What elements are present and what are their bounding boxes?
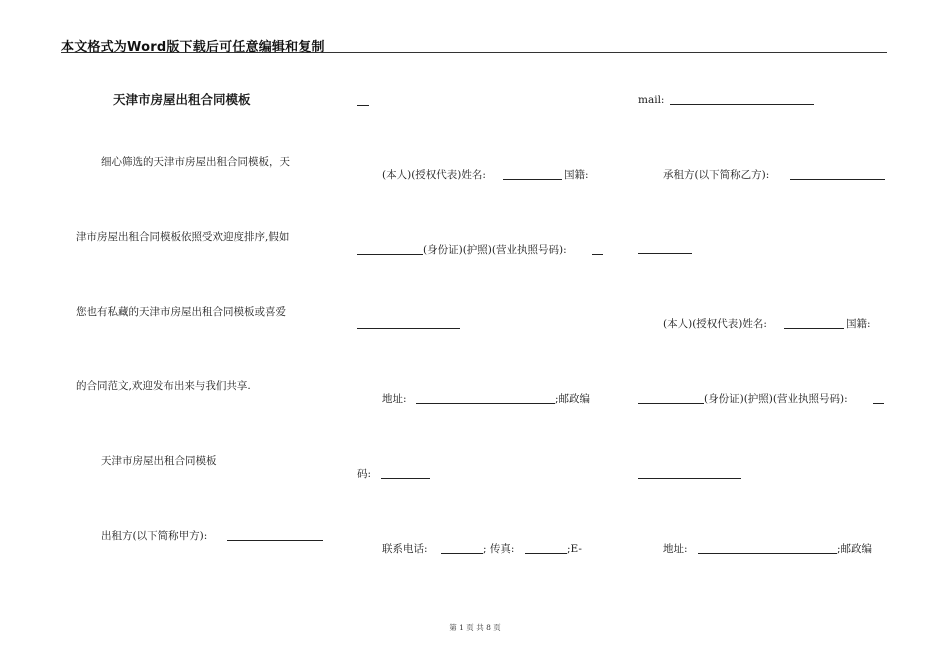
lessor-name-blank [503, 179, 562, 180]
lessee-address-blank [698, 553, 837, 554]
lessee-id-number-blank [638, 478, 741, 479]
lessor-address-blank [416, 403, 555, 404]
lessor-email-label-cont: mail: [638, 94, 665, 106]
lessor-nationality-label: 国籍: [564, 169, 589, 181]
lessor-postcode-label: ;邮政编 [555, 393, 591, 405]
intro-line-4: 的合同范文,欢迎发布出来与我们共享. [76, 380, 251, 392]
lessee-id-blank-end [873, 403, 884, 404]
download-banner: 本文格式为Word版下载后可任意编辑和复制 [61, 40, 325, 55]
document-title: 天津市房屋出租合同模板 [113, 92, 251, 107]
lessee-blank [790, 179, 885, 180]
lessee-name-label: (本人)(授权代表)姓名: [663, 318, 767, 330]
lessor-label: 出租方(以下简称甲方): [101, 530, 208, 542]
lessor-fax-label: ; 传真: [483, 543, 515, 555]
lessor-name-label: (本人)(授权代表)姓名: [382, 169, 486, 181]
banner-divider [61, 52, 887, 53]
page-number: 第 1 页 共 8 页 [449, 623, 501, 632]
lessor-id-label: (身份证)(护照)(营业执照号码): [423, 244, 567, 256]
lessor-blank [227, 540, 323, 541]
lessor-phone-blank [441, 553, 483, 554]
intro-line-1: 细心筛选的天津市房屋出租合同模板，天 [101, 156, 290, 168]
intro-line-3: 您也有私藏的天津市房屋出租合同模板或喜爱 [76, 306, 286, 318]
lessor-postcode-label-cont: 码: [357, 468, 372, 480]
lessee-name-blank [784, 328, 844, 329]
lessee-label: 承租方(以下简称乙方): [663, 169, 770, 181]
blank-top-col2 [357, 105, 369, 106]
lessor-email-blank [670, 104, 814, 105]
intro-line-2: 津市房屋出租合同模板依照受欢迎度排序,假如 [76, 231, 290, 243]
lessor-id-number-blank [357, 328, 460, 329]
lessee-id-label: (身份证)(护照)(营业执照号码): [704, 393, 848, 405]
lessor-postcode-blank [381, 478, 430, 479]
lessor-email-label: ;E- [567, 543, 582, 555]
lessor-id-blank [357, 254, 423, 255]
lessee-postcode-label: ;邮政编 [837, 543, 873, 555]
lessee-blank-cont [638, 253, 692, 254]
lessor-phone-label: 联系电话: [382, 543, 428, 555]
lessor-id-blank-end [592, 254, 603, 255]
lessor-address-label: 地址: [382, 393, 407, 405]
lessee-address-label: 地址: [663, 543, 688, 555]
lessee-nationality-label: 国籍: [846, 318, 871, 330]
subtitle: 天津市房屋出租合同模板 [101, 455, 217, 467]
lessor-fax-blank [525, 553, 567, 554]
lessee-id-blank [638, 403, 704, 404]
